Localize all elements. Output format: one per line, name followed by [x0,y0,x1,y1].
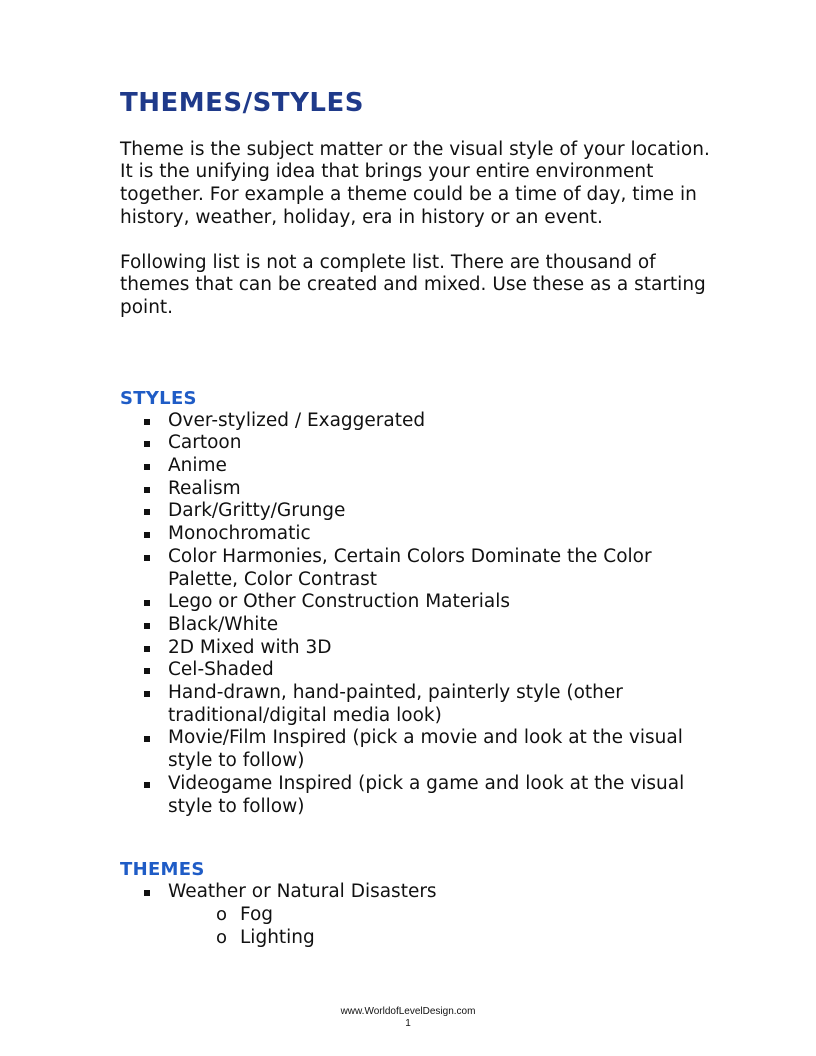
list-item: Color Harmonies, Certain Colors Dominate the Color Palette, Color Contrast [144,546,710,591]
list-item: 2D Mixed with 3D [144,637,710,660]
list-item: Realism [144,478,710,501]
sub-list-item: o Fog [216,904,710,927]
styles-list [120,410,710,819]
sub-list [168,904,710,949]
spacer [120,818,710,859]
page-number: 1 [405,1018,411,1029]
list-item-label: Weather or Natural Disasters [168,881,437,903]
list-item: Hand-drawn, hand-painted, painterly style (other traditional/digital media look) [144,682,710,727]
document-content [120,88,710,949]
page-footer [0,1006,816,1030]
list-item: Monochromatic [144,523,710,546]
page-title: THEMES/STYLES [120,88,364,118]
list-item: Dark/Gritty/Grunge [144,500,710,523]
list-item: Movie/Film Inspired (pick a movie and look at the visual style to follow) [144,727,710,772]
list-item: Anime [144,455,710,478]
intro-paragraph: Theme is the subject matter or the visual style of your location. It is the unifying idea that brings your entire environment together. For example a theme could be a time of day, time in history, weather, holiday, era in history or an event. [120,138,710,228]
list-item: Over-stylized / Exaggerated [144,410,710,433]
themes-heading: THEMES [120,859,205,881]
list-item: Cartoon [144,432,710,455]
sub-list-item: o Lighting [216,927,710,950]
list-item [144,881,710,949]
list-item: Cel-Shaded [144,659,710,682]
styles-heading: STYLES [120,387,197,409]
intro-paragraph: Following list is not a complete list. There are thousand of themes that can be created and mixed. Use these as a starting point. [120,251,706,318]
list-item: Lego or Other Construction Materials [144,591,710,614]
themes-list [120,881,710,949]
list-item: Videogame Inspired (pick a game and look at the visual style to follow) [144,773,710,818]
footer-website: www.WorldofLevelDesign.com [340,1006,476,1017]
spacer [120,342,710,388]
list-item: Black/White [144,614,710,637]
